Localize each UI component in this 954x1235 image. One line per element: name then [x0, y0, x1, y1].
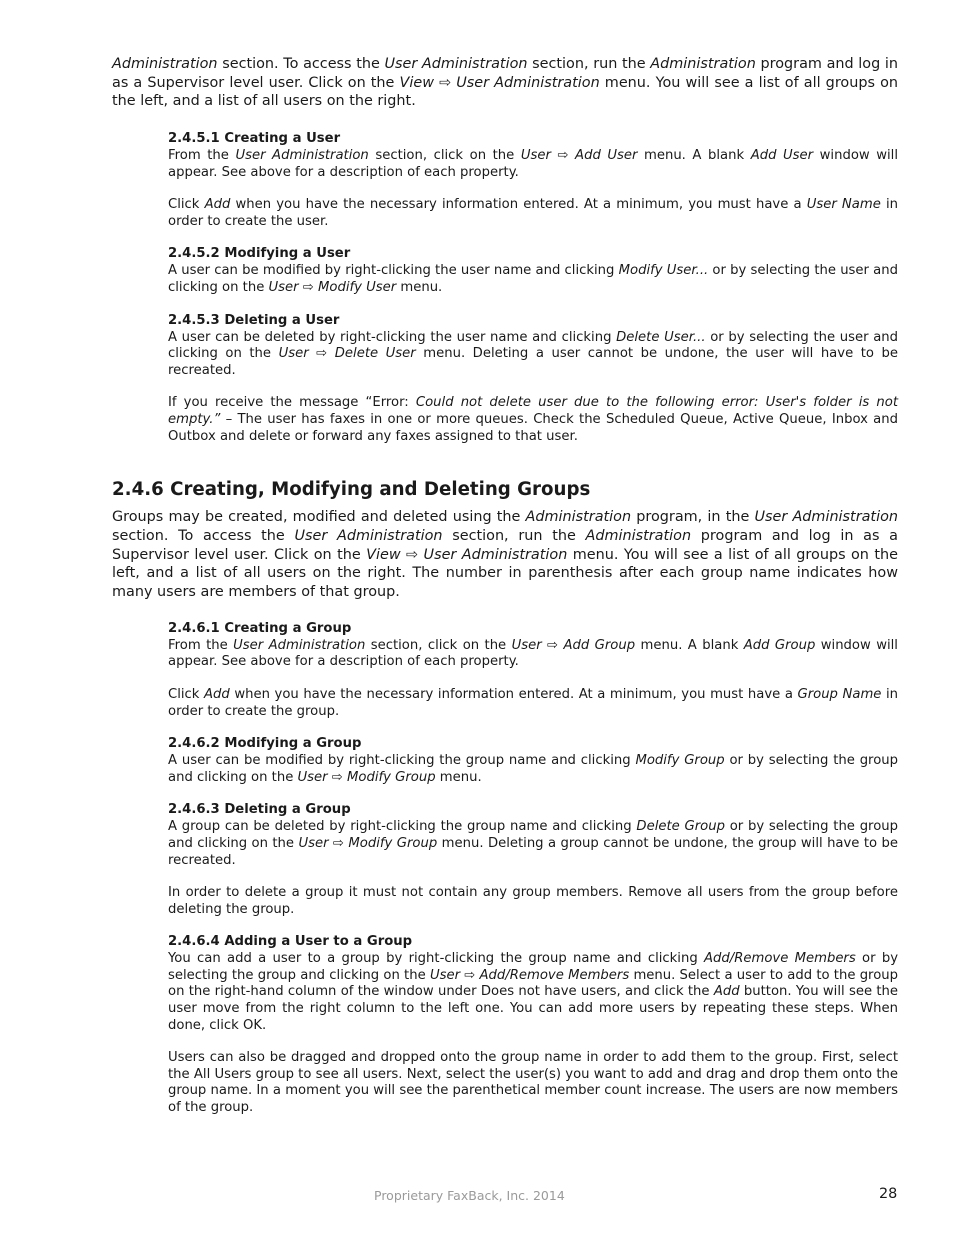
emphasis: User ⇨ Modify Group	[297, 769, 436, 785]
paragraph	[168, 197, 898, 230]
text-run: – The user has faxes in one or more queues. Check the Scheduled Queue, Active Queue, Inbox and Outbox and delete or forward any faxes assigned to that user.	[168, 412, 898, 444]
subsection-adding-user-to-group	[168, 933, 898, 1116]
emphasis: User Administration	[233, 637, 366, 653]
emphasis: Add/Remove Members	[704, 951, 856, 967]
text-run: section, run the	[527, 56, 651, 72]
text-run: Click	[168, 686, 204, 702]
emphasis: User ⇨ Delete User	[278, 346, 416, 362]
paragraph	[168, 638, 898, 671]
emphasis: Could not delete user due to the following error: User's folder is not empty.”	[168, 395, 899, 428]
emphasis: Group Name	[797, 686, 882, 702]
subsection-heading: 2.4.5.1 Creating a User	[168, 131, 341, 147]
section-paragraph	[112, 508, 898, 602]
text-run: or by selecting the user and clicking on the	[168, 263, 898, 296]
emphasis: Administration	[650, 56, 756, 72]
emphasis: User Administration	[384, 56, 528, 72]
subsection-creating-user	[168, 130, 898, 230]
subsection-heading: 2.4.5.2 Modifying a User	[168, 246, 351, 262]
text-run: menu. You will see a list of all groups on the left, and a list of all users on the right.	[112, 74, 899, 110]
text-run: window will appear. See above for a description of each property.	[168, 637, 898, 670]
text-run: in order to create the user.	[168, 197, 899, 229]
text-run: or by selecting the group and clicking on the	[168, 951, 898, 983]
emphasis: Administration	[585, 527, 692, 544]
subsection-heading: 2.4.6.2 Modifying a Group	[168, 736, 362, 752]
text-run: A user can be deleted by right-clicking the user name and clicking	[168, 329, 617, 345]
emphasis: Administration	[525, 509, 632, 526]
emphasis: User Name	[806, 197, 881, 213]
emphasis: View ⇨ User Administration	[366, 546, 568, 563]
text-run: A user can be modified by right-clicking the group name and clicking	[168, 753, 636, 769]
text-run: when you have the necessary information entered. At a minimum, you must have a	[229, 686, 798, 702]
paragraph	[168, 330, 898, 380]
text-run: Groups may be created, modified and deleted using the	[112, 509, 526, 526]
text-run: From the	[168, 148, 236, 164]
subsection-modifying-group	[168, 735, 898, 786]
document-page	[112, 55, 898, 1117]
text-run: or by selecting the group and clicking on the	[168, 819, 898, 851]
subsection-creating-group	[168, 620, 898, 720]
emphasis: Administration	[112, 56, 218, 72]
emphasis: User ⇨ Add Group	[511, 637, 636, 653]
text-run: program, in the	[631, 509, 755, 526]
paragraph	[168, 951, 898, 1034]
text-run: program and log in as a Supervisor level user. Click on the	[112, 56, 899, 91]
emphasis: Modify User...	[618, 263, 709, 279]
paragraph	[168, 687, 898, 720]
subsection-heading: 2.4.6.4 Adding a User to a Group	[168, 934, 413, 950]
subsection-deleting-user	[168, 312, 898, 446]
subsection-deleting-group	[168, 801, 898, 918]
text-run: program and log in as a Supervisor level user. Click on the	[112, 527, 898, 563]
emphasis: Add User	[750, 148, 814, 164]
text-run: section, click on the	[365, 637, 512, 653]
emphasis: User ⇨ Modify User	[268, 280, 397, 296]
paragraph	[168, 395, 898, 445]
subsection-modifying-user	[168, 245, 898, 296]
text-run: Click	[168, 197, 205, 213]
text-run: section. To access the	[112, 527, 295, 544]
paragraph	[168, 753, 898, 786]
intro-paragraph	[112, 55, 898, 111]
text-run: in order to create the group.	[168, 686, 898, 719]
emphasis: User ⇨ Modify Group	[298, 835, 438, 851]
text-run: You can add a user to a group by right-clicking the group name and clicking	[168, 951, 704, 967]
text-run: section. To access the	[217, 56, 385, 72]
footer-text: Proprietary FaxBack, Inc. 2014	[374, 1188, 565, 1203]
emphasis: Add Group	[743, 637, 816, 653]
paragraph	[168, 819, 898, 869]
text-run: menu. Deleting a user cannot be undone, the user will have to be recreated.	[168, 346, 898, 378]
paragraph	[168, 263, 898, 296]
text-run: menu. A blank	[637, 148, 751, 164]
emphasis: View ⇨ User Administration	[399, 74, 600, 91]
emphasis: Add	[204, 197, 231, 213]
emphasis: User Administration	[294, 527, 443, 544]
emphasis: User ⇨ Add User	[520, 148, 638, 164]
text-run: or by selecting the group and clicking on the	[168, 753, 898, 785]
text-run: menu. You will see a list of all groups on the left, and a list of all users on the right. The number in parenthesis after each group name indicates how many users are members of that group.	[112, 546, 898, 601]
text-run: when you have the necessary information entered. At a minimum, you must have a	[230, 197, 807, 213]
paragraph	[168, 148, 898, 181]
text-run: section, click on the	[368, 148, 521, 164]
text-run: From the	[168, 637, 234, 653]
text-run: If you receive the message “Error:	[168, 395, 416, 411]
emphasis: User Administration	[754, 509, 898, 526]
text-run: section, run the	[442, 527, 586, 544]
emphasis: User ⇨ Add/Remove Members	[429, 967, 630, 983]
paragraph: In order to delete a group it must not contain any group members. Remove all users from the group before deleting the group.	[168, 885, 898, 917]
text-run: menu. Deleting a group cannot be undone, the group will have to be recreated.	[168, 835, 898, 868]
subsection-heading: 2.4.5.3 Deleting a User	[168, 312, 340, 328]
text-run: button. You will see the user move from the right column to the left one. You can add more users by repeating these steps. When done, click OK.	[168, 984, 898, 1033]
emphasis: Add	[204, 686, 230, 702]
text-run: window will appear. See above for a description of each property.	[168, 148, 899, 180]
emphasis: Add	[713, 984, 740, 1000]
emphasis: Delete Group	[636, 819, 725, 835]
section-heading: 2.4.6 Creating, Modifying and Deleting Groups	[112, 479, 591, 501]
text-run: or by selecting the user and clicking on the	[168, 329, 898, 362]
emphasis: Delete User...	[616, 329, 706, 345]
page-number: 28	[879, 1186, 898, 1202]
emphasis: User Administration	[235, 148, 369, 164]
emphasis: Modify Group	[635, 753, 725, 769]
text-run: A user can be modified by right-clicking the user name and clicking	[168, 263, 619, 279]
text-run: menu.	[396, 280, 443, 296]
subsection-heading: 2.4.6.1 Creating a Group	[168, 620, 352, 636]
text-run: A group can be deleted by right-clicking the group name and clicking	[168, 819, 637, 835]
text-run: menu. A blank	[635, 637, 744, 653]
paragraph: Users can also be dragged and dropped onto the group name in order to add them to the group. First, select the All Users group to see all users. Next, select the user(s) you want to add and drag and drop them onto the group name. In a moment you will see the parenthetical member count increase. The users are now members of the group.	[168, 1050, 898, 1116]
text-run: menu. Select a user to add to the group on the right-hand column of the window under Does not have users, and click the	[168, 967, 898, 1000]
subsection-heading: 2.4.6.3 Deleting a Group	[168, 802, 351, 818]
text-run: menu.	[435, 769, 482, 785]
